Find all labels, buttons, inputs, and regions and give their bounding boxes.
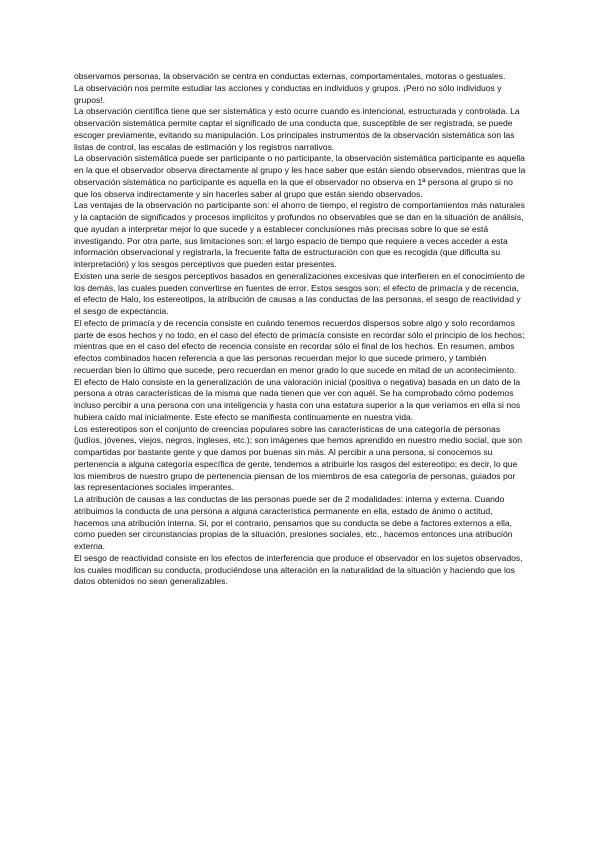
paragraph-participant-observation: La observación sistemática puede ser participante o no participante, la observación sistemática participante es aquella en la que el observador observa directamente al grupo y les hace saber que están siendo observados, mientras que la observación sistemática no participante es aquella en la que el observador no observa en 1ª persona al grupo si no que los observa indirectamente y sin hacerles saber al grupo que están siendo observados. [74, 153, 526, 199]
paragraph-halo-effect: El efecto de Halo consiste en la generalización de una valoración inicial (positiva o negativa) basada en un dato de la persona a otras características de la misma que nada tienen que ver con aquél. Se ha comprobado cómo podemos incluso percibir a una persona con una inteligencia y hasta con una estatura superior a la que veríamos en ella si nos hubiera caído mal inicialmente. Este efecto se manifiesta continuamente en nuestra vida. [74, 376, 521, 422]
paragraph-scientific-observation: La observación científica tiene que ser sistemática y esto ocurre cuando es intencional, estructurada y controlada. La observación sistemática permite captar el significado de una conducta que, susceptible de ser registrada, se puede escoger previamente, evitando su manipulación. Los principales instrumentos de la observación sistemática son las listas de control, las escalas de estimación y los registros narrativos. [74, 106, 520, 152]
paragraph-reactivity-bias: El sesgo de reactividad consiste en los efectos de interferencia que produce el observador en los sujetos observados, los cuales modifican su conducta, produciéndose una alteración en la naturalidad de la situación y haciendo que los datos obtenidos no sean generalizables. [74, 552, 523, 587]
paragraph-attribution: La atribución de causas a las conductas de las personas puede ser de 2 modalidades: interna y externa. Cuando atribuimos la conducta de una persona a alguna característica permanente en ella, estado de ánimo o actitud, hacemos una atribución interna. Si, por el contrario, pensamos que su conducta se debe a factores externos a ella, como pueden ser circunstancias propias de la situación, presiones sociales, etc., hacemos entonces una atribución externa. [74, 494, 513, 551]
document-body [74, 71, 526, 588]
paragraph-stereotypes: Los estereotipos son el conjunto de creencias populares sobre las características de una categoría de personas (judíos, jóvenes, viejos, negros, ingleses, etc.); son imágenes que hemos aprendido en nuestro medio social, que son compartidas por bastante gente y que damos por buenas sin más. Al percibir a una persona, si conocemos su pertenencia a alguna categoría específica de gente, tendemos a atribuirle los rasgos del estereotipo; es decir, lo que los miembros de nuestro grupo de pertenencia piensan de los miembros de esa categoría de personas, guiados por las representaciones sociales imperantes. [74, 423, 523, 493]
paragraph-observation-focus: observamos personas, la observación se centra en conductas externas, comportamentales, motoras o gestuales. [74, 71, 506, 81]
paragraph-primacy-recency: El efecto de primacía y de recencia consiste en cuándo tenemos recuerdos dispersos sobre algo y solo recordamos parte de esos hechos y no todo, en el caso del efecto de primacía consiste en recordar sólo el principio de los hechos; mientras que en el caso del efecto de recencia consiste en recordar sólo el final de los hechos. En resumen, ambos efectos combinados hacen referencia a que las personas recuerdan mejor lo que sucede primero, y también recuerdan bien lo último que sucede, pero recuerdan en menor grado lo que sucede en mitad de un acontecimiento. [74, 317, 525, 375]
paragraph-perceptual-biases: Existen una serie de sesgos perceptivos basados en generalizaciones excesivas que interfieren en el conocimiento de los demás, las cuales pueden convertirse en fuentes de error. Estos sesgos son: el efecto de primacía y de recencia, el efecto de Halo, los estereotipos, la atribución de causas a las conductas de las personas, el sesgo de reactividad y el sesgo de expectancia. [74, 270, 525, 316]
paragraph-observation-scope: La observación nos permite estudiar las acciones y conductas en individuos y grupos. ¡Pero no sólo individuos y grupos!. [74, 82, 502, 105]
paragraph-advantages-limitations: Las ventajas de la observación no participante son: el ahorro de tiempo, el registro de comportamientos más naturales y la captación de significados y procesos implícitos y profundos no observables que se dan en la situación de análisis, que ayudan a interpretar mejor lo que sucede y a establecer conclusiones más precisas sobre lo que se está investigando. Por otra parte, sus limitaciones son: el largo espacio de tiempo que requiere a veces acceder a esta información observacional y registrarla, la frecuente falta de estructuración con que es recogida (que dificulta su interpretación) y los sesgos perceptivos que pueden estar presentes. [74, 200, 525, 269]
